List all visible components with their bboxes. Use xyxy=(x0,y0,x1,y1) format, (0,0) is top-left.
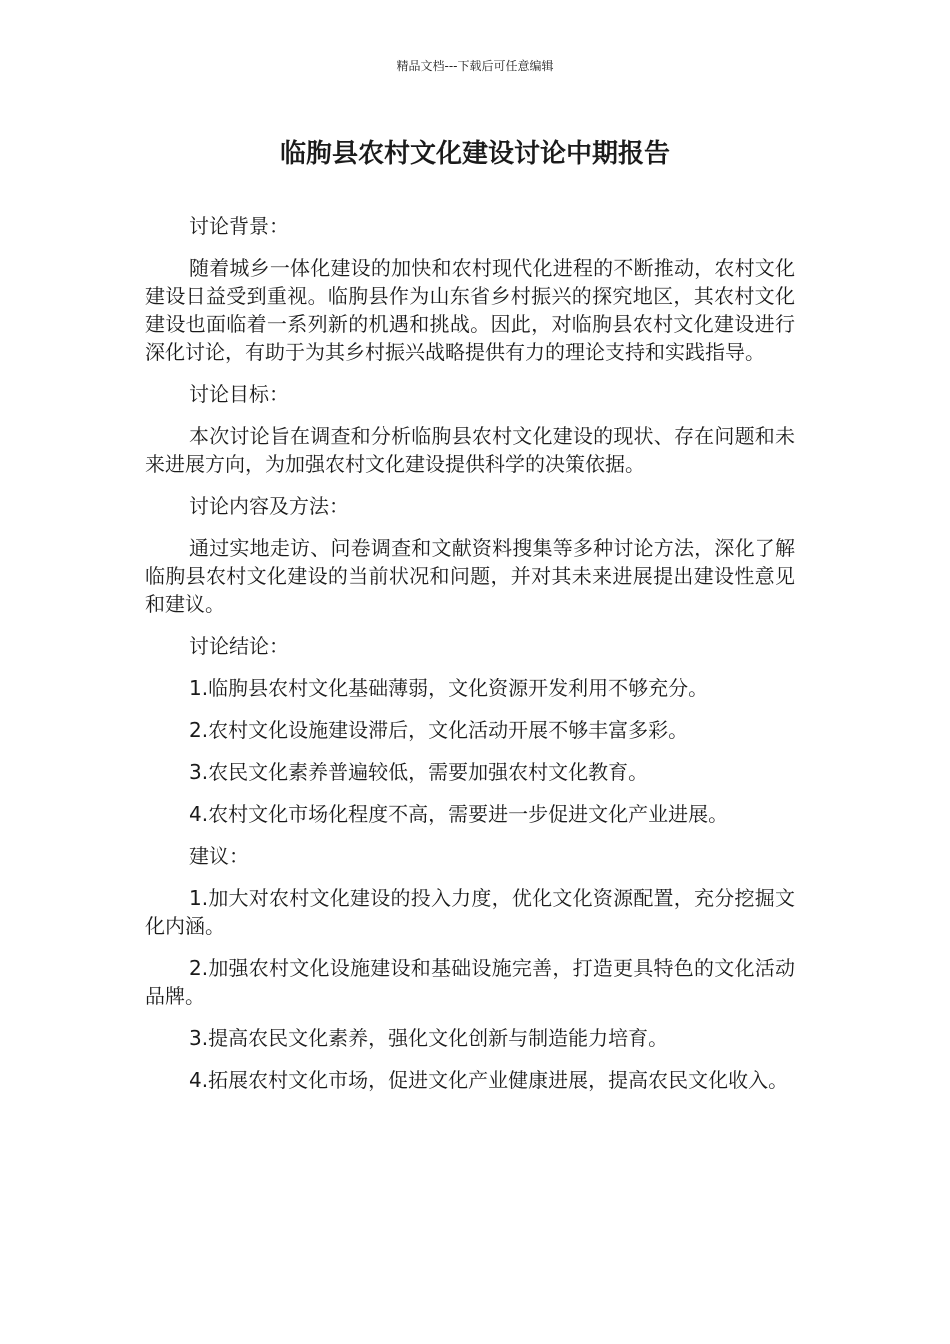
page-header: 精品文档---下载后可任意编辑 xyxy=(396,59,554,73)
section-heading-goal: 讨论目标： xyxy=(189,382,289,406)
suggestion-item: 4.拓展农村文化市场，促进文化产业健康进展，提高农民文化收入。 xyxy=(189,1068,789,1092)
conclusion-item: 2.农村文化设施建设滞后，文化活动开展不够丰富多彩。 xyxy=(189,718,689,742)
suggestion-item: 1.加大对农村文化建设的投入力度，优化文化资源配置，充分挖掘文化内涵。 xyxy=(145,886,795,938)
conclusion-item: 3.农民文化素养普遍较低，需要加强农村文化教育。 xyxy=(189,760,649,784)
suggestion-item: 2.加强农村文化设施建设和基础设施完善，打造更具特色的文化活动品牌。 xyxy=(145,956,795,1008)
method-paragraph: 通过实地走访、问卷调查和文献资料搜集等多种讨论方法，深化了解临朐县农村文化建设的当前状况和问题，并对其未来进展提出建设性意见和建议。 xyxy=(145,536,795,616)
section-heading-conclusion: 讨论结论： xyxy=(189,634,289,658)
conclusion-item: 1.临朐县农村文化基础薄弱，文化资源开发利用不够充分。 xyxy=(189,676,709,700)
section-heading-background: 讨论背景： xyxy=(189,214,289,238)
document-body xyxy=(145,212,795,1108)
section-heading-suggestion: 建议： xyxy=(189,844,249,868)
suggestion-item: 3.提高农民文化素养，强化文化创新与制造能力培育。 xyxy=(189,1026,669,1050)
document-title: 临朐县农村文化建设讨论中期报告 xyxy=(279,139,670,169)
background-paragraph: 随着城乡一体化建设的加快和农村现代化进程的不断推动，农村文化建设日益受到重视。临朐县作为山东省乡村振兴的探究地区，其农村文化建设也面临着一系列新的机遇和挑战。因此，对临朐县农村文化建设进行深化讨论，有助于为其乡村振兴战略提供有力的理论支持和实践指导。 xyxy=(145,256,795,364)
goal-paragraph: 本次讨论旨在调查和分析临朐县农村文化建设的现状、存在问题和未来进展方向，为加强农村文化建设提供科学的决策依据。 xyxy=(145,424,795,476)
conclusion-item: 4.农村文化市场化程度不高，需要进一步促进文化产业进展。 xyxy=(189,802,729,826)
section-heading-method: 讨论内容及方法： xyxy=(189,494,349,518)
